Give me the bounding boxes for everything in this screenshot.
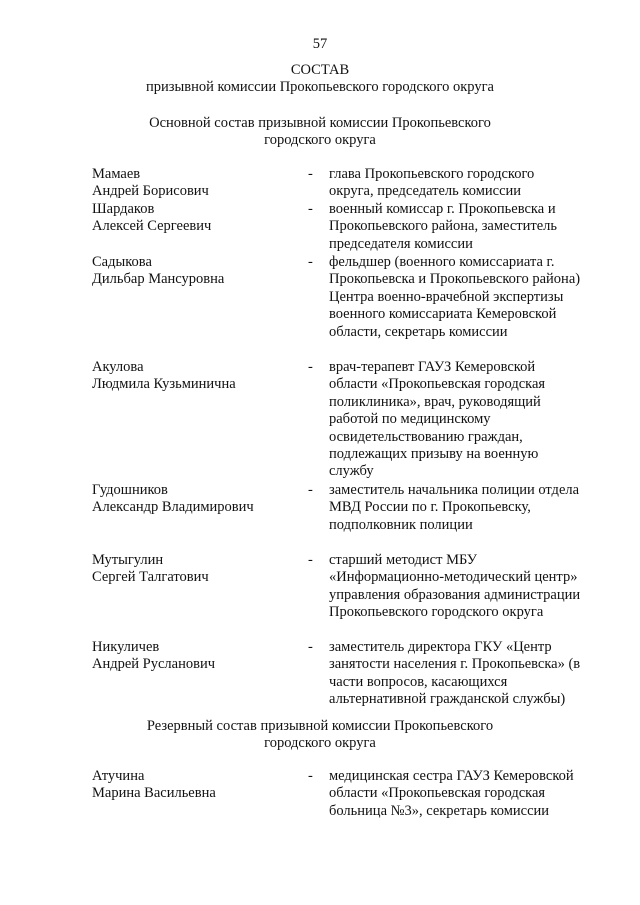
member-surname: Гудошников [92,482,168,498]
member-row [0,201,640,254]
member-row [0,552,640,639]
member-row [0,359,640,482]
main-section-heading-line1: Основной состав призывной комиссии Прокопьевского [149,115,491,131]
member-given-name: Людмила Кузьминична [92,376,236,393]
member-row [0,482,640,552]
member-dash: - [308,768,313,784]
member-role: заместитель начальника полиции отдела МВД России по г. Прокопьевску, подполковник полиции [329,482,580,533]
member-given-name: Андрей Борисович [92,183,209,200]
member-surname: Садыкова [92,254,152,270]
member-dash: - [308,552,313,568]
member-name [92,201,302,236]
member-row [0,639,640,709]
member-dash: - [308,201,313,217]
member-name [92,639,302,674]
member-role: врач-терапевт ГАУЗ Кемеровской области «Прокопьевская городская поликлиника», врач, руководящий работой по медицинскому освидетельствованию граждан, подлежащих призыву на военную службу [329,359,546,480]
member-name [92,254,302,289]
member-surname: Мамаев [92,166,141,182]
page-number: 57 [312,36,328,52]
member-surname: Атучина [92,768,145,784]
member-given-name: Сергей Талгатович [92,569,209,586]
member-name [92,166,302,201]
member-name [92,482,302,517]
member-name [92,768,302,803]
reserve-section-heading-line2: городского округа [264,735,376,751]
member-given-name: Алексей Сергеевич [92,218,212,235]
member-row [0,254,640,359]
member-role: заместитель директора ГКУ «Центр занятости населения г. Прокопьевска» (в части вопросов, касающихся альтернативной гражданской службы) [329,639,581,708]
member-dash: - [308,359,313,375]
member-role: старший методист МБУ «Информационно-методический центр» управления образования администрации Прокопьевского городского округа [329,552,581,621]
member-role: медицинская сестра ГАУЗ Кемеровской области «Прокопьевская городская больница №3», секретарь комиссии [329,768,574,819]
reserve-section-heading-line1: Резервный состав призывной комиссии Прокопьевского [146,718,494,734]
main-members-list [0,166,640,709]
member-role: фельдшер (военного комиссариата г. Прокопьевска и Прокопьевского района) Центра военно-врачебной экспертизы военного комиссариата Кемеровской области, секретарь комиссии [329,254,581,340]
document-title: СОСТАВ [290,62,350,78]
member-surname: Мутыгулин [92,552,164,568]
member-given-name: Дильбар Мансуровна [92,271,225,288]
member-surname: Никуличев [92,639,160,655]
member-given-name: Андрей Русланович [92,656,216,673]
member-given-name: Марина Васильевна [92,785,216,802]
member-role: военный комиссар г. Прокопьевска и Прокопьевского района, заместитель председателя комиссии [329,201,557,252]
member-name [92,359,302,394]
member-row [0,768,640,840]
reserve-members-list [0,768,640,840]
member-row [0,166,640,201]
member-dash: - [308,166,313,182]
main-section-heading-line2: городского округа [264,132,376,148]
document-subtitle: призывной комиссии Прокопьевского городского округа [145,79,494,95]
member-surname: Шардаков [92,201,155,217]
member-dash: - [308,482,313,498]
member-given-name: Александр Владимирович [92,499,254,516]
member-dash: - [308,254,313,270]
member-dash: - [308,639,313,655]
member-role: глава Прокопьевского городского округа, председатель комиссии [329,166,535,200]
member-surname: Акулова [92,359,144,375]
member-name [92,552,302,587]
